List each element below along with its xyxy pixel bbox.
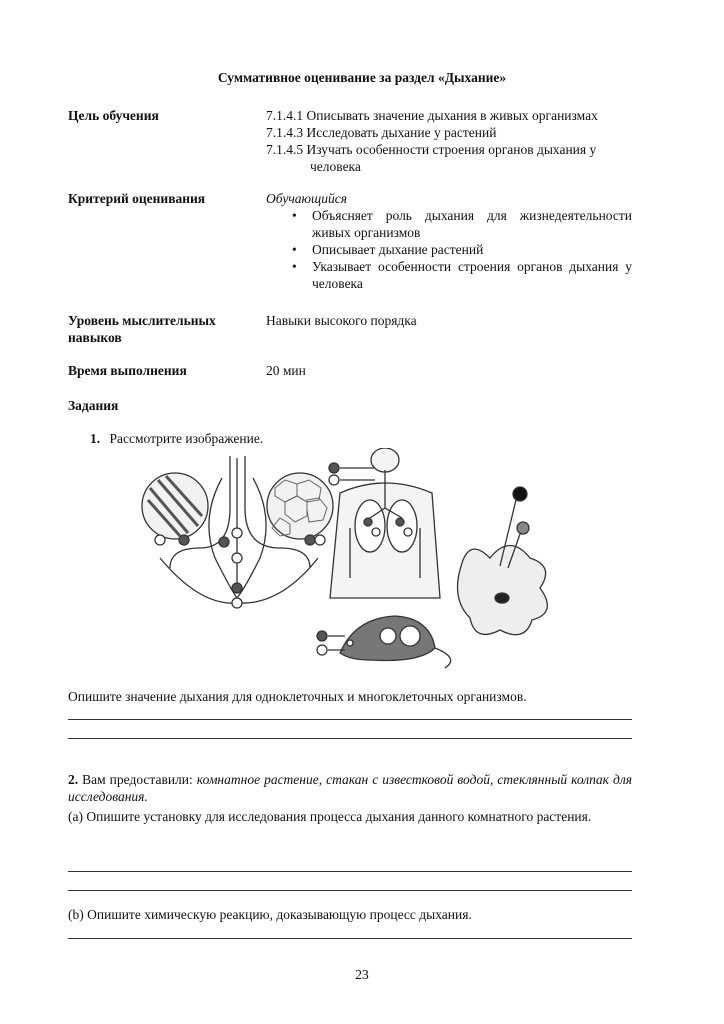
goal-item: человека bbox=[310, 159, 361, 174]
answer-line[interactable] bbox=[68, 890, 632, 891]
task2-materials: комнатное растение, стакан с известковой водой, стеклянный колпак для исследования. bbox=[68, 772, 632, 804]
answer-line[interactable] bbox=[68, 938, 632, 939]
page-title: Суммативное оценивание за раздел «Дыхание» bbox=[217, 70, 507, 85]
criteria-intro: Обучающийся bbox=[266, 191, 348, 206]
tasks-heading: Задания bbox=[68, 398, 119, 413]
criteria-list bbox=[266, 207, 632, 292]
task2-part-b: (b) Опишите химическую реакцию, доказывающую процесс дыхания. bbox=[68, 907, 472, 922]
task1-prompt-text: Рассмотрите изображение. bbox=[109, 431, 264, 446]
respiration-illustration bbox=[140, 448, 560, 680]
answer-line[interactable] bbox=[68, 871, 632, 872]
time-value: 20 мин bbox=[266, 363, 306, 378]
task2-block bbox=[68, 771, 632, 805]
plant-tissue-diagram bbox=[142, 456, 333, 608]
thinking-value: Навыки высокого порядка bbox=[266, 313, 417, 328]
criteria-block bbox=[266, 190, 632, 292]
criteria-item: • Описывает дыхание растений bbox=[292, 241, 632, 258]
task2-number: 2. bbox=[68, 772, 79, 787]
goal-item: 7.1.4.5 Изучать особенности строения органов дыхания у bbox=[266, 142, 597, 157]
time-label: Время выполнения bbox=[68, 363, 187, 378]
task2-part-a: (a) Опишите установку для исследования процесса дыхания данного комнатного растения. bbox=[68, 809, 592, 824]
criteria-item: • Объясняет роль дыхания для жизнедеятельности живых организмов bbox=[292, 207, 632, 241]
human-body-diagram bbox=[329, 448, 440, 598]
rat-diagram bbox=[317, 616, 451, 668]
task1-prompt bbox=[90, 430, 263, 447]
task1-question: Опишите значение дыхания для одноклеточных и многоклеточных организмов. bbox=[68, 689, 527, 704]
answer-line[interactable] bbox=[68, 738, 632, 739]
task2-lead: Вам предоставили: bbox=[82, 772, 193, 787]
goal-item: 7.1.4.1 Описывать значение дыхания в живых организмах bbox=[266, 108, 598, 123]
goal-list bbox=[266, 107, 632, 175]
task1-number: 1. bbox=[90, 431, 101, 446]
thinking-label: Уровень мыслительных навыков bbox=[68, 313, 216, 345]
goal-item: 7.1.4.3 Исследовать дыхание у растений bbox=[266, 125, 497, 140]
amoeba-diagram bbox=[458, 487, 548, 635]
criteria-label: Критерий оценивания bbox=[68, 191, 206, 206]
answer-line[interactable] bbox=[68, 719, 632, 720]
page-number: 23 bbox=[355, 967, 369, 982]
criteria-item: • Указывает особенности строения органов дыхания у человека bbox=[292, 258, 632, 292]
goal-label: Цель обучения bbox=[68, 108, 159, 123]
